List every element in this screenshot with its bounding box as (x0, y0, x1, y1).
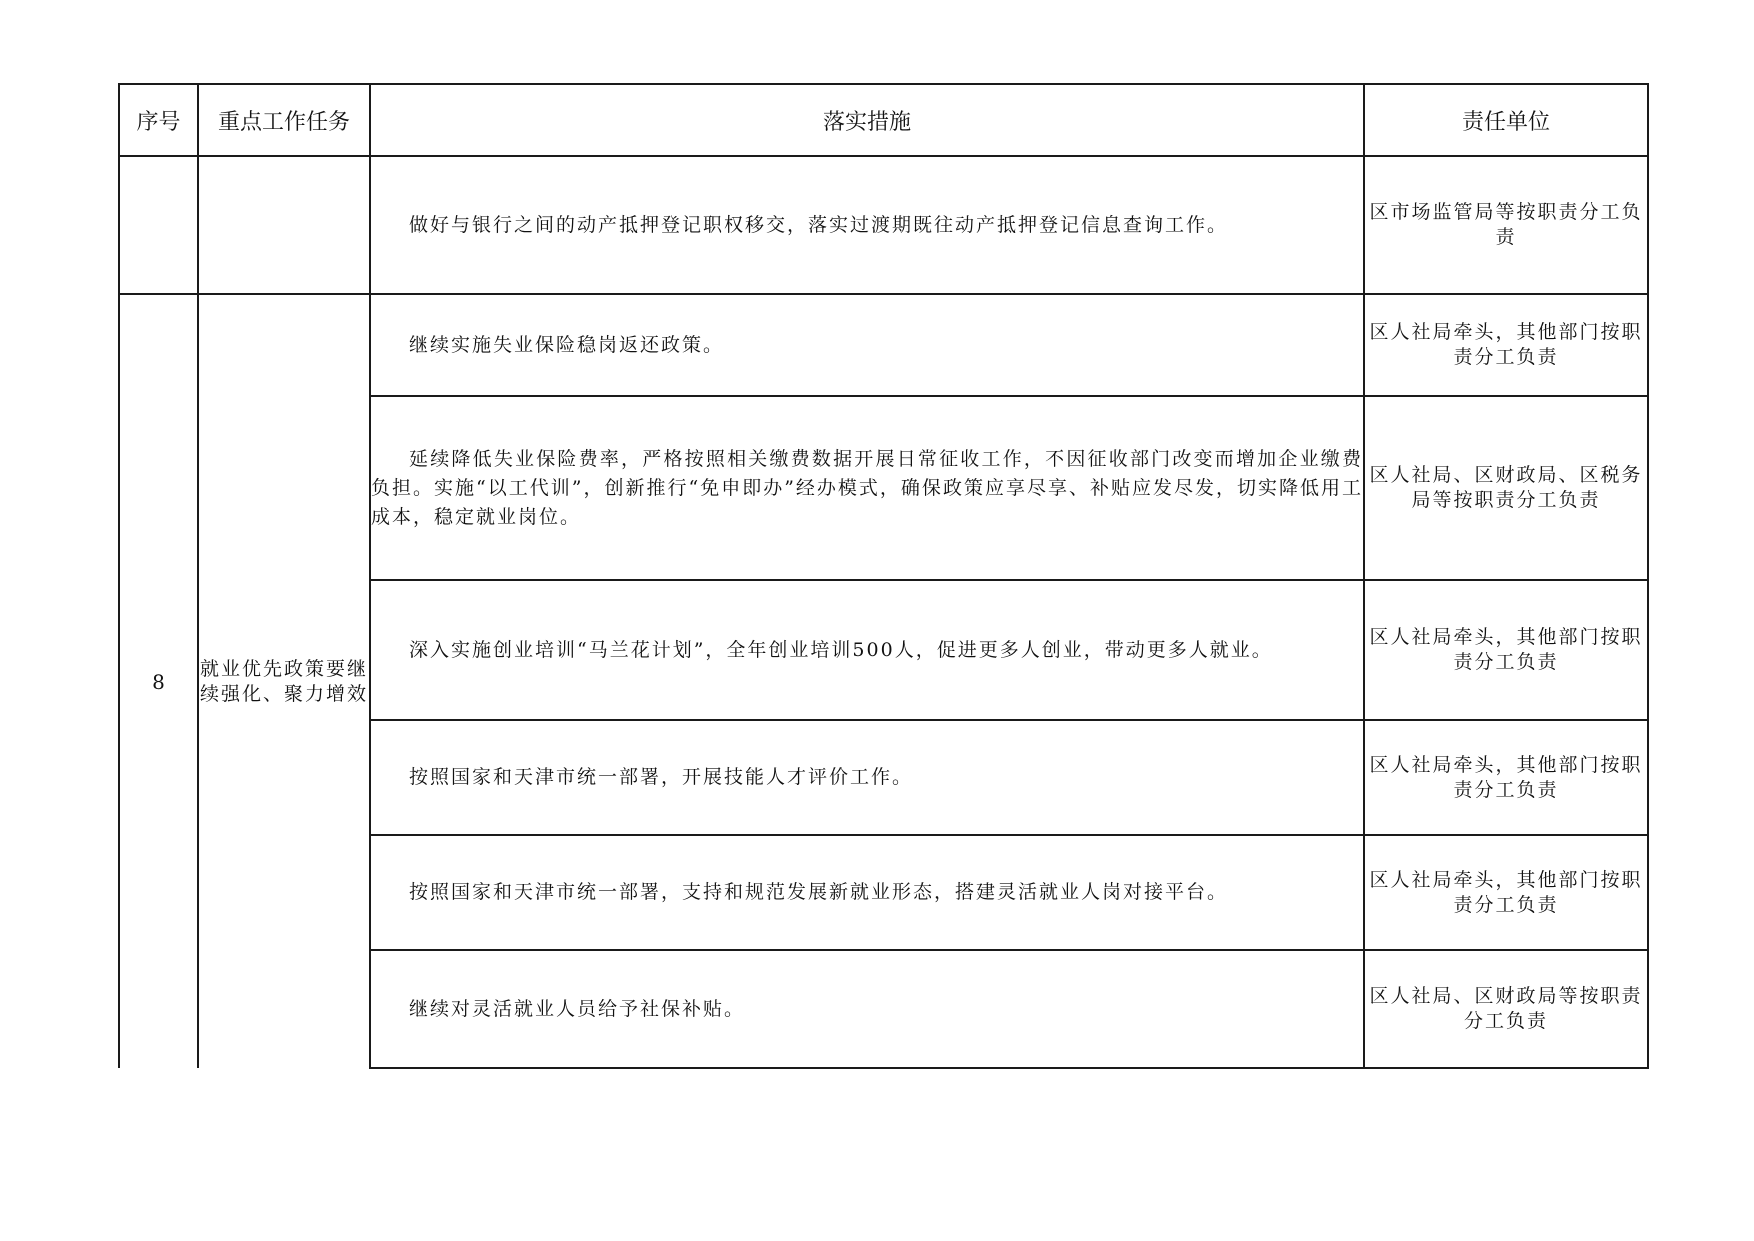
table-row (119, 156, 1648, 294)
header-measure: 落实措施 (370, 84, 1364, 156)
unit-cell: 区人社局牵头，其他部门按职责分工负责 (1364, 294, 1648, 396)
unit-cell: 区人社局牵头，其他部门按职责分工负责 (1364, 720, 1648, 835)
task-cell: 就业优先政策要继续强化、聚力增效 (198, 294, 370, 1068)
header-seq: 序号 (119, 84, 198, 156)
seq-cell: 8 (119, 294, 198, 1068)
measure-cell: 按照国家和天津市统一部署，支持和规范发展新就业形态，搭建灵活就业人岗对接平台。 (370, 835, 1364, 950)
unit-cell: 区人社局牵头，其他部门按职责分工负责 (1364, 835, 1648, 950)
measure-cell: 按照国家和天津市统一部署，开展技能人才评价工作。 (370, 720, 1364, 835)
measure-cell: 深入实施创业培训“马兰花计划”，全年创业培训500人，促进更多人创业，带动更多人就业。 (370, 580, 1364, 720)
unit-cell: 区人社局牵头，其他部门按职责分工负责 (1364, 580, 1648, 720)
measures-table (118, 83, 1649, 1069)
unit-cell: 区人社局、区财政局等按职责分工负责 (1364, 950, 1648, 1068)
measure-cell: 做好与银行之间的动产抵押登记职权移交，落实过渡期既往动产抵押登记信息查询工作。 (370, 156, 1364, 294)
unit-cell: 区人社局、区财政局、区税务局等按职责分工负责 (1364, 396, 1648, 580)
header-unit: 责任单位 (1364, 84, 1648, 156)
seq-cell-empty (119, 156, 198, 294)
measure-cell: 延续降低失业保险费率，严格按照相关缴费数据开展日常征收工作，不因征收部门改变而增加企业缴费负担。实施“以工代训”，创新推行“免申即办”经办模式，确保政策应享尽享、补贴应发尽发，切实降低用工成本，稳定就业岗位。 (370, 396, 1364, 580)
unit-cell: 区市场监管局等按职责分工负责 (1364, 156, 1648, 294)
table-row (119, 294, 1648, 396)
table-header-row (119, 84, 1648, 156)
measure-cell: 继续实施失业保险稳岗返还政策。 (370, 294, 1364, 396)
measure-cell: 继续对灵活就业人员给予社保补贴。 (370, 950, 1364, 1068)
header-task: 重点工作任务 (198, 84, 370, 156)
task-cell-empty (198, 156, 370, 294)
